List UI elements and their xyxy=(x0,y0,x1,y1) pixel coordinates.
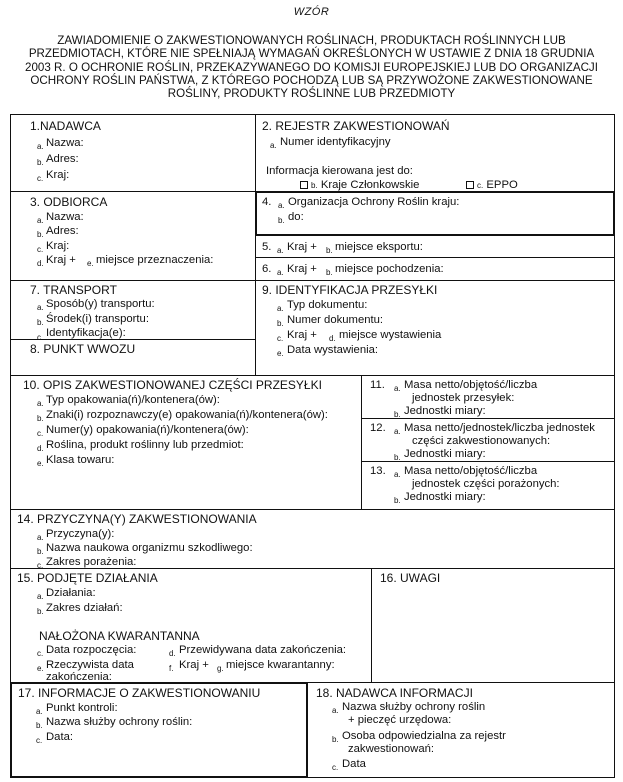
letter: e. xyxy=(37,664,44,673)
section-title: 8. PUNKT WWOZU xyxy=(30,342,136,356)
field-label-cont: jednostek przesyłek: xyxy=(412,392,515,404)
letter: c. xyxy=(37,649,44,658)
letter: b. xyxy=(394,496,401,505)
field-label: Zakres działań: xyxy=(46,602,123,614)
letter: b. xyxy=(278,216,285,225)
letter: b. xyxy=(37,547,44,556)
section-title: 14. PRZYCZYNA(Y) ZAKWESTIONOWANIA xyxy=(17,512,257,526)
section-title: 2. REJESTR ZAKWESTIONOWAŃ xyxy=(262,119,450,133)
field-label: Nazwa: xyxy=(46,211,84,223)
heading-line: ZAWIADOMIENIE O ZAKWESTIONOWANYCH ROŚLINACH, PRODUKTACH ROŚLINNYCH LUB xyxy=(57,34,566,47)
field-label: miejsce wystawienia xyxy=(339,329,442,341)
field-label: miejsce eksportu: xyxy=(335,241,423,253)
field-label-cont: jednostek części porażonych: xyxy=(412,478,560,490)
field-label: Klasa towaru: xyxy=(46,454,115,466)
letter: a. xyxy=(37,142,44,151)
field-label: Kraj + xyxy=(46,254,76,266)
letter: a. xyxy=(394,384,401,393)
field-label: miejsce pochodzenia: xyxy=(335,263,444,275)
field-label: Numer(y) opakowania(ń)/kontenera(ów): xyxy=(46,424,249,436)
section-number: 12. xyxy=(370,422,386,434)
section-title: 10. OPIS ZAKWESTIONOWANEJ CZĘŚCI PRZESYŁKI xyxy=(23,378,322,392)
section-title: 18. NADAWCA INFORMACJI xyxy=(316,686,473,700)
letter: b. xyxy=(37,158,44,167)
form-label-wzor: WZÓR xyxy=(293,6,330,18)
section-title: 1.NADAWCA xyxy=(30,119,101,133)
section-number: 6. xyxy=(262,263,272,275)
field-label: Osoba odpowiedzialna za rejestr xyxy=(342,730,506,742)
letter: a. xyxy=(394,470,401,479)
letter: a. xyxy=(37,399,44,408)
field-label: Data: xyxy=(46,731,74,743)
field-label: Masa netto/jednostek/liczba jednostek xyxy=(404,422,595,434)
letter: b. xyxy=(37,318,44,327)
field-label: Nazwa naukowa organizmu szkodliwego: xyxy=(46,542,253,554)
section-5-export[interactable] xyxy=(255,235,615,258)
section-title: 17. INFORMACJE O ZAKWESTIONOWANIU xyxy=(18,686,261,700)
field-label-cont: zakwestionowań: xyxy=(348,743,435,755)
field-label: Data rozpoczęcia: xyxy=(46,644,137,656)
letter: c. xyxy=(36,736,43,745)
letter: a. xyxy=(37,216,44,225)
letter: a. xyxy=(277,246,284,255)
field-label-cont: zakończenia: xyxy=(46,671,112,683)
letter: d. xyxy=(169,649,176,658)
field-label: do: xyxy=(288,211,304,223)
letter: f. xyxy=(169,664,174,673)
letter: c. xyxy=(37,561,44,570)
field-label: Rzeczywista data xyxy=(46,659,134,671)
letter: b. xyxy=(394,410,401,419)
section-16-remarks[interactable] xyxy=(371,568,615,683)
section-title: 16. UWAGI xyxy=(380,571,441,585)
section-number: 11. xyxy=(370,379,385,391)
section-title: 9. IDENTYFIKACJA PRZESYŁKI xyxy=(262,283,438,297)
letter: d. xyxy=(329,334,336,343)
heading-line: OCHRONY ROŚLIN PAŃSTWA, Z KTÓREGO POCHODZĄ LUB SĄ PRZYWOŻONE ZAKWESTIONOWANE xyxy=(30,73,593,87)
letter: a. xyxy=(37,592,44,601)
checkbox-label: EPPO xyxy=(486,179,518,191)
section-8-entry-point[interactable] xyxy=(10,339,256,376)
section-1-sender[interactable] xyxy=(10,114,256,192)
quarantine-heading: NAŁOŻONA KWARANTANNA xyxy=(39,629,200,643)
field-label: Jednostki miary: xyxy=(404,491,486,503)
field-label: Jednostki miary: xyxy=(404,405,486,417)
heading-line: ROŚLINY, PRODUKTY ROŚLINNE LUB PRZEDMIOTY xyxy=(167,87,456,101)
section-3-recipient[interactable] xyxy=(10,191,256,281)
field-label: Zakres porażenia: xyxy=(46,556,137,568)
field-label: Masa netto/objętość/liczba xyxy=(404,379,538,391)
field-label: Kraj: xyxy=(46,240,70,252)
section-15-actions[interactable] xyxy=(10,568,372,683)
field-label: Numer dokumentu: xyxy=(287,314,384,326)
letter: c. xyxy=(332,763,339,772)
checkbox-icon[interactable] xyxy=(466,181,474,189)
field-label: Numer identyfikacyjny xyxy=(280,136,391,148)
letter: b. xyxy=(311,181,318,190)
field-label: Sposób(y) transportu: xyxy=(46,298,155,310)
field-label: Kraj + xyxy=(287,241,317,253)
section-17-info[interactable] xyxy=(10,682,308,778)
field-label: Środek(i) transportu: xyxy=(46,313,149,325)
field-label: Nazwa służby ochrony roślin xyxy=(342,701,486,713)
letter: a. xyxy=(394,427,401,436)
field-label: Data xyxy=(342,758,366,770)
letter: c. xyxy=(37,429,44,438)
letter: b. xyxy=(37,414,44,423)
field-label: Roślina, produkt roślinny lub przedmiot: xyxy=(46,439,244,451)
letter: c. xyxy=(277,334,284,343)
letter: b. xyxy=(326,268,333,277)
section-6-origin[interactable] xyxy=(255,257,615,281)
field-label: Kraj + xyxy=(287,263,317,275)
field-label: Punkt kontroli: xyxy=(46,702,118,714)
section-12-rejected-mass[interactable] xyxy=(361,418,615,462)
field-label: Adres: xyxy=(46,225,79,237)
section-13-infected-mass[interactable] xyxy=(361,461,615,510)
heading-line: PRZEDMIOTACH, KTÓRE NIE SPEŁNIAJĄ WYMAGAŃ OKREŚLONYCH W USTAWIE Z DNIA 18 GRUDNIA xyxy=(28,47,595,61)
letter: b. xyxy=(36,721,43,730)
section-title: 15. PODJĘTE DZIAŁANIA xyxy=(17,571,158,585)
field-label: Jednostki miary: xyxy=(404,448,486,460)
field-label-cont: + pieczęć urzędowa: xyxy=(348,714,452,726)
field-label: Identyfikacja(e): xyxy=(46,327,126,339)
field-label: miejsce kwarantanny: xyxy=(226,659,335,671)
letter: a. xyxy=(36,707,43,716)
section-number: 5. xyxy=(262,241,272,253)
checkbox-icon[interactable] xyxy=(300,181,308,189)
field-label: Data wystawienia: xyxy=(287,344,379,356)
section-number: 13. xyxy=(370,465,386,477)
letter: c. xyxy=(37,333,44,342)
letter: a. xyxy=(332,706,339,715)
field-label: Typ opakowania(ń)/kontenera(ów): xyxy=(46,394,220,406)
letter: e. xyxy=(87,259,94,268)
section-2-register[interactable] xyxy=(255,114,615,192)
letter: a. xyxy=(278,201,285,210)
letter: a. xyxy=(37,533,44,542)
letter: b. xyxy=(326,246,333,255)
letter: e. xyxy=(37,459,44,468)
letter: d. xyxy=(37,444,44,453)
section-11-net-mass[interactable] xyxy=(361,375,615,419)
section-14-reasons[interactable] xyxy=(10,509,615,569)
info-label: Informacja kierowana jest do: xyxy=(266,165,413,177)
field-label: Przyczyna(y): xyxy=(46,528,115,540)
section-10-description[interactable] xyxy=(10,375,362,510)
letter: b. xyxy=(37,230,44,239)
field-label: Działania: xyxy=(46,587,96,599)
section-7-transport[interactable] xyxy=(10,280,256,340)
field-label: Masa netto/objętość/liczba xyxy=(404,465,538,477)
heading-line: 2003 R. O OCHRONIE ROŚLIN, PRZEKAZYWANEGO DO KOMISJI EUROPEJSKIEJ LUB DO ORGANIZACJI xyxy=(25,60,598,74)
field-label: Nazwa służby ochrony roślin: xyxy=(46,716,193,728)
letter: d. xyxy=(37,259,44,268)
field-label: Znaki(i) rozpoznawczy(e) opakowania(ń)/kontenera(ów): xyxy=(46,409,328,421)
field-label: Nazwa: xyxy=(46,137,84,149)
checkbox-label: Kraje Członkowskie xyxy=(320,179,420,191)
section-title: 3. ODBIORCA xyxy=(30,195,108,209)
field-label: Organizacja Ochrony Roślin kraju: xyxy=(288,196,460,208)
field-label: Kraj: xyxy=(46,169,70,181)
field-label-cont: części zakwestionowanych: xyxy=(412,435,551,447)
letter: b. xyxy=(37,607,44,616)
letter: c. xyxy=(477,181,484,190)
letter: c. xyxy=(37,245,44,254)
letter: a. xyxy=(277,304,284,313)
field-label: Adres: xyxy=(46,153,79,165)
letter: b. xyxy=(332,735,339,744)
section-title: 7. TRANSPORT xyxy=(30,283,117,297)
field-label: Kraj + xyxy=(287,329,317,341)
letter: a. xyxy=(277,268,284,277)
letter: g. xyxy=(217,664,224,673)
field-label: Przewidywana data zakończenia: xyxy=(179,644,347,656)
field-label: miejsce przeznaczenia: xyxy=(96,254,214,266)
section-number: 4. xyxy=(262,196,272,208)
section-9-consignment-id[interactable] xyxy=(255,280,615,376)
letter: e. xyxy=(277,349,284,358)
letter: b. xyxy=(277,319,284,328)
section-4-organization[interactable] xyxy=(255,191,615,236)
letter: b. xyxy=(394,453,401,462)
form-heading xyxy=(0,34,623,100)
letter: a. xyxy=(270,141,277,150)
field-label: Typ dokumentu: xyxy=(287,299,368,311)
letter: a. xyxy=(37,303,44,312)
letter: c. xyxy=(37,174,44,183)
field-label: Kraj + xyxy=(179,659,209,671)
section-18-informant[interactable] xyxy=(307,682,615,778)
